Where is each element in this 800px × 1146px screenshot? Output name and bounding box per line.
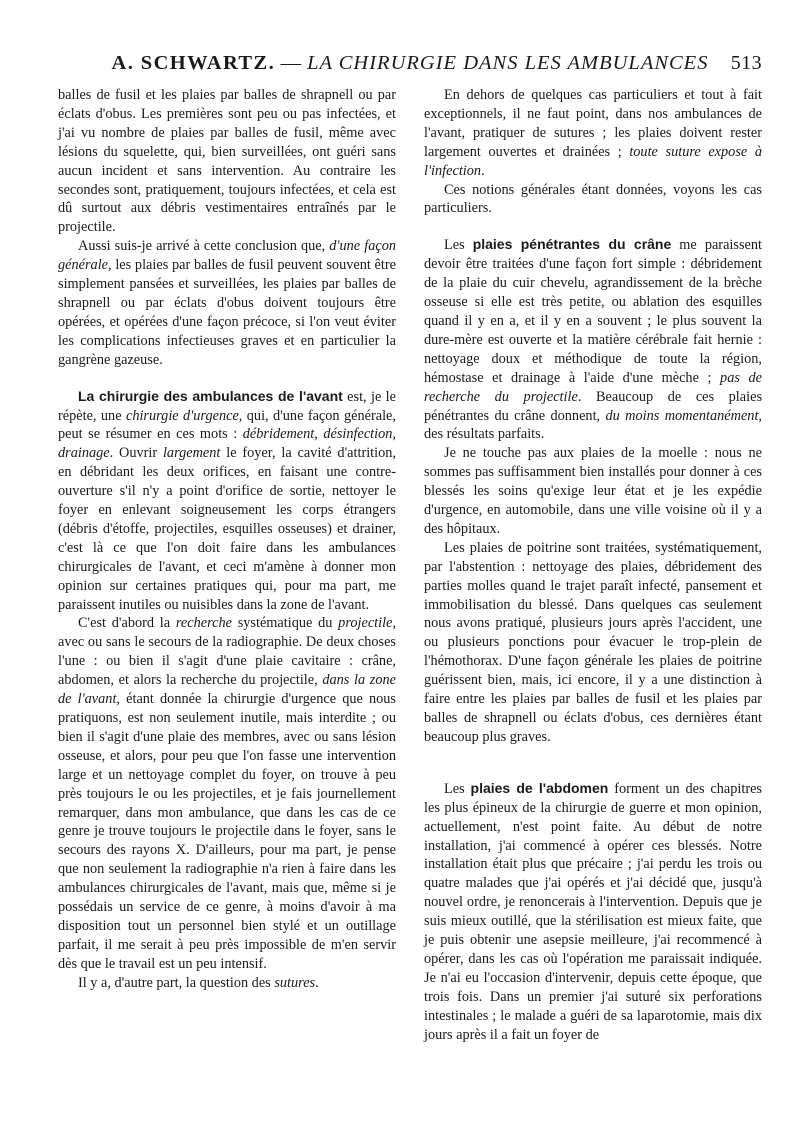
text: , des résultats parfaits. [424,407,762,443]
text: le foyer, la cavité d'attrition, en débridant les deux orifices, en faisant une contre-ouverture s'il n'y a point d'orifice de sortie, nettoyer le foyer en enlevant soigneusement les corps étrangers (débris d'étoffe, projectiles, esquilles osseuses) et drainer, c'est là ce que l'on doit faire dans les ambulances chirurgicales de l'avant, et ceci m'amène à donner mon opinion sur certaines pratiques qui, pour ma part, me paraissent inutiles ou nuisibles dans la zone de l'avant. [58,445,396,613]
emphasis: débridement, désinfection, drainage [58,426,396,462]
emphasis: largement [162,445,221,462]
text: me paraissent devoir être traitées d'une façon fort simple : débridement de la plaie du cuir chevelu, agrandissement de la brèche osseuse si elle est très petite, ou ablation des esquilles quand il y en a, et il y en a souvent ; le plus souvent la dure-mère est ouverte et la matière cérébrale fait hernie : nettoyage doux et méthodique de toute la région, hémostase et drainage à l'aide d'une mèche ; [424,237,762,386]
text: . [481,162,485,179]
section-heading: plaies de l'abdomen [470,779,609,796]
page-number: 513 [730,52,762,74]
text: Les [444,237,473,254]
paragraph [424,181,762,219]
text: En dehors de quelques cas particuliers et tout à fait exceptionnels, il ne faut point, dans nos ambulances de l'avant, pratiquer de sutures ; les plaies doivent rester largement ouvertes et drainées ; [424,87,762,160]
text: , qui, d'une façon générale, peut se résumer en ces mots : [58,407,396,443]
paragraph [424,86,762,181]
paragraph [58,237,396,369]
emphasis: chirurgie d'urgence [125,407,239,424]
text: . Ouvrir [109,445,163,462]
section-paragraph [58,387,396,615]
paragraph [424,539,762,747]
text: balles de fusil et les plaies par balles de shrapnell ou par éclats d'obus. Les premières sont peu ou pas infectées, et j'ai vu nombre de plaies par balles de fusil, même avec lésions du squelette, qui, bien surveillées, ont guéri sans aucun incident et sans intervention. Au contraire les secondes sont, pratiquement, toujours infectées, et cela est dû surtout aux débris vestimentaires entraînés par le projectile. [58,87,396,236]
paragraph [58,614,396,973]
emphasis: du moins momentanément [605,407,759,424]
header-author: A. SCHWARTZ. [111,52,276,74]
text: , les plaies par balles de fusil peuvent souvent être simplement pansées et surveillées, les plaies par balles de shrapnell ou par éclats d'obus doivent toujours être opérées, et opérées d'une façon précoce, si l'on veut éviter les complications infectieuses graves et en particulier la gangrène gazeuse. [58,257,396,368]
emphasis: sutures [274,974,316,991]
paragraph [58,86,396,237]
header-separator: — [280,52,302,74]
emphasis: pas de recherche du projectile [424,369,762,405]
emphasis: recherche [175,615,232,632]
left-column [58,86,396,1045]
text: Ces notions générales étant données, voyons les cas particuliers. [424,181,762,217]
text: Il y a, d'autre part, la question des [78,974,275,991]
text: Les plaies de poitrine sont traitées, systématiquement, par l'abstention : nettoyage des plaies, débridement des parties molles quand le trajet paraît infecté, pansement et immobilisation du blessé. Dans quelques cas seulement nous avons pratiqué, plusieurs jours après l'accident, une ou plusieurs ponctions pour évacuer le trop-plein de l'hémothorax. D'une façon générale les plaies de poitrine guérissent bien, mais, ici encore, il y a une distinction à faire entre les plaies par balles de fusil et les plaies par balles de shrapnell ou éclats d'obus, ces dernières étant beaucoup plus graves. [424,539,762,745]
text: Les [444,780,471,797]
right-column [424,86,762,1045]
body-columns [58,86,762,1045]
paragraph [424,444,762,539]
text: systématique du [231,615,339,632]
paragraph [58,974,396,993]
section-paragraph [424,235,762,444]
header-title: LA CHIRURGIE DANS LES AMBULANCES [307,52,709,74]
section-paragraph [424,779,762,1045]
text: Je ne touche pas aux plaies de la moelle : nous ne sommes pas suffisamment bien installés pour donner à ces blessés les soins qu'exige leur état et je les expédie d'urgence, en automobile, dans une ville voisine où il y a des hôpitaux. [424,445,762,537]
text: C'est d'abord la [78,615,176,632]
text: , avec ou sans le secours de la radiographie. De deux choses l'une : ou bien il s'agit d'une plaie cavitaire : crâne, abdomen, et alors la recherche du projectile, [58,615,397,689]
emphasis: toute suture expose à l'infection [424,143,762,179]
text: forment un des chapitres les plus épineux de la chirurgie de guerre et mon opinion, actuellement, n'est point faite. Au début de notre installation, j'ai commencé à opérer ces blessés. Notre installation était plus que précaire ; j'ai perdu les trois ou quatre malades que j'ai opérés et j'ai décidé que, jusqu'à nouvel ordre, je renoncerais à l'intervention. Depuis que je suis mieux outillé, que la stérilisation est mieux faite, que je puis obtenir une asepsie meilleure, j'ai recommencé à opérer, dans les cas où l'opération me paraissait indiquée. Je n'ai eu l'occasion d'intervenir, depuis cette époque, que trois fois. Dans un premier j'ai suturé six perforations intestinales ; le malade a guéri de sa laparotomie, mais dix jours après il a fait un foyer de [424,780,762,1043]
emphasis: dans la zone de l'avant [58,672,396,708]
running-header [58,50,762,86]
emphasis: d'une façon générale [58,238,396,274]
text: , étant donnée la chirurgie d'urgence que nous pratiquons, est non seulement inutile, mais interdite ; ou bien il s'agit d'une plaie des membres, avec ou sans lésion osseuse, et alors, pour peu que l'on fasse une intervention large et un nettoyage complet du foyer, on trouve à peu près toujours le ou les projectiles, et je fais journellement remarquer, dans mon ambulance, que dans les cas de ce genre je trouve toujours le projectile dans le foyer, sans le secours des rayons X. D'ailleurs, pour ma part, je pense que non seulement la radiographie n'a rien à faire dans les ambulances chirurgicales de l'avant, mais que, même si je possédais un service de ce genre, à moins d'avoir à ma disposition tout un personnel bien stylé et un outillage parfait, il me serait à peu près impossible de m'en servir dès que le travail est un peu intensif. [58,691,396,972]
section-heading: plaies pénétrantes du crâne [472,236,672,253]
text: . Beaucoup de ces plaies pénétrantes du crâne donnent, [424,388,763,424]
text: est, je le répète, une [58,388,396,424]
text: . [315,974,319,991]
section-heading: La chirurgie des ambulances de l'avant [78,387,343,404]
text: Aussi suis-je arrivé à cette conclusion que, [78,238,330,255]
emphasis: projectile [338,615,393,632]
